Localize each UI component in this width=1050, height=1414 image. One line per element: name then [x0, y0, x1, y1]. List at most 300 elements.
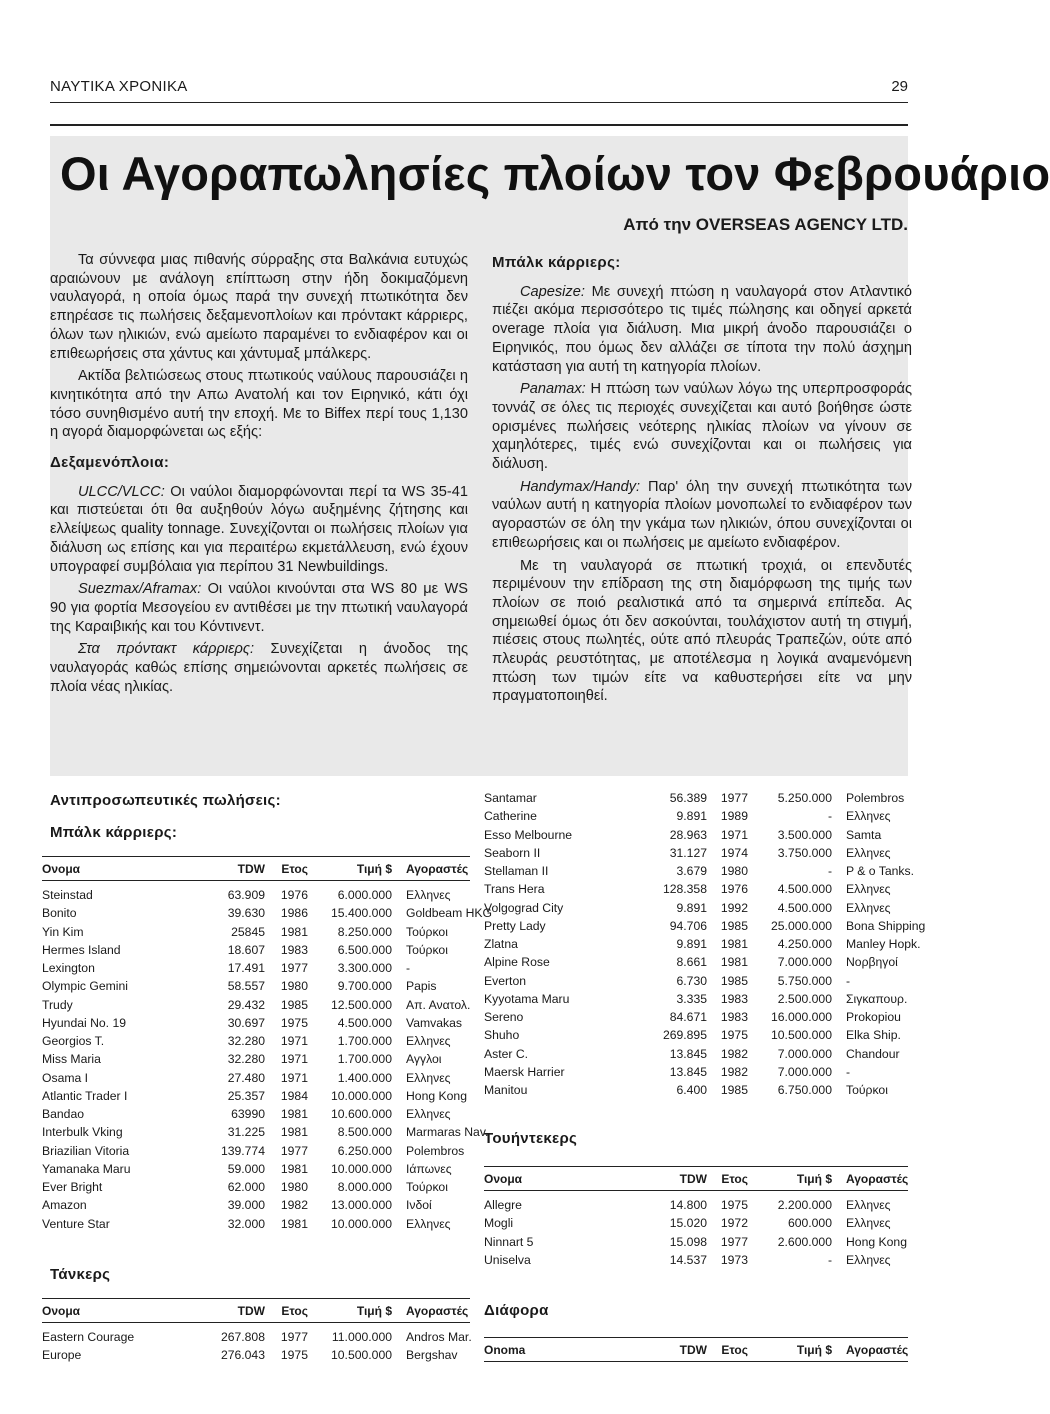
- cell-tdw: 13.845: [669, 1046, 707, 1061]
- cell-price: 8.000.000: [337, 1180, 392, 1195]
- cell-tdw: 139.774: [220, 1143, 265, 1158]
- capesize-label: Capesize:: [520, 283, 585, 300]
- col-year: Ετος: [281, 861, 308, 876]
- cell-year: 1971: [720, 827, 748, 842]
- table-header: [42, 856, 470, 881]
- sales-heading: Αντιπροσωπευτικές πωλήσεις:: [50, 792, 281, 809]
- cell-buyer: Prokopiou: [846, 1010, 901, 1025]
- cell-price: 3.500.000: [777, 827, 832, 842]
- cell-tdw: 3.335: [676, 991, 707, 1006]
- cell-tdw: 15.020: [669, 1216, 707, 1231]
- col-tdw: TDW: [679, 1342, 707, 1357]
- cell-name: Hyundai No. 19: [42, 1015, 127, 1030]
- cell-tdw: 31.225: [227, 1125, 265, 1140]
- table-row: [42, 1328, 470, 1346]
- table-row: [484, 1214, 908, 1232]
- table-row: [42, 1050, 470, 1068]
- cell-name: Venture Star: [42, 1216, 110, 1231]
- cell-name: Manitou: [484, 1083, 528, 1098]
- cell-buyer: Νορβηγοί: [846, 955, 898, 970]
- cell-year: 1982: [280, 1198, 308, 1213]
- cell-price: 6.500.000: [337, 942, 392, 957]
- cell-name: Santamar: [484, 791, 537, 806]
- cell-buyer: Bona Shipping: [846, 918, 926, 933]
- capesize-text: Με συνεχή πτώση η ναυλαγορά στον Ατλαντικό πιέζει ακόμα περισσότερο τις τιμές πώλησης και οδηγεί αρκετά overage πλοία για διάλυση. Μια μικρή άνοδο παρουσιάζει ο Ειρηνικός, που όμως δεν αλλάζει σε τίποτα την πολύ άσχημη κατάσταση για αυτή τη κατηγορία πλοίων.: [492, 283, 913, 375]
- tweendeckers-table: [484, 1166, 908, 1269]
- cell-tdw: 6.730: [676, 973, 707, 988]
- cell-buyer: Polembros: [846, 791, 905, 806]
- cell-price: 4.500.000: [777, 882, 832, 897]
- table-row: [484, 972, 908, 990]
- table-header: [484, 1337, 908, 1362]
- cell-price: 10.000.000: [331, 1216, 392, 1231]
- cell-year: 1984: [280, 1088, 308, 1103]
- cell-tdw: 14.800: [669, 1198, 707, 1213]
- col-price: Τιμή $: [356, 1303, 392, 1318]
- cell-buyer: Ελληνες: [406, 888, 451, 903]
- cell-name: Osama I: [42, 1070, 89, 1085]
- cell-tdw: 32.280: [227, 1052, 265, 1067]
- cell-tdw: 14.537: [669, 1252, 707, 1267]
- cell-buyer: Ιάπωνες: [406, 1161, 452, 1176]
- cell-tdw: 276.043: [220, 1348, 265, 1363]
- cell-year: 1975: [720, 1198, 748, 1213]
- cell-buyer: Papis: [406, 979, 437, 994]
- table-body: [484, 789, 926, 1099]
- cell-name: Zlatna: [484, 937, 518, 952]
- cell-buyer: Ελληνες: [846, 1216, 891, 1231]
- tankers-table-title: Τάνκερς: [50, 1266, 111, 1283]
- table-row: [42, 1069, 470, 1087]
- article-left-column: [50, 251, 468, 696]
- cell-year: 1982: [720, 1064, 748, 1079]
- table-row: [484, 862, 914, 880]
- cell-year: 1981: [720, 937, 748, 952]
- cell-buyer: Ελληνες: [846, 882, 891, 897]
- cell-price: 1.400.000: [337, 1070, 392, 1085]
- paragraph-closing: Με τη ναυλαγορά σε πτωτική τροχιά, οι επενδυτές περιμένουν την επίδραση της στη διαμόρφωση της τιμής των πλοίων σε ποιό ρεαλιστικά από τα σημερινά επίπεδα. Ας σημειωθεί όμως ότι δεν ασκούνται, τουλάχιστον αυτή τη στιγμή, πιέσεις στους πωλητές, ούτε από πλευράς Τραπεζών, ούτε από πλευράς ρευστότητας, με αποτέλεσμα η λογικά αναμενόμενη πτώση των τιμών είτε να καθυστερήσει είτε να μην πραγματοποιηθεί.: [492, 557, 912, 705]
- cell-name: Interbulk Vking: [42, 1125, 123, 1140]
- cell-name: Europe: [42, 1348, 82, 1363]
- cell-name: Bandao: [42, 1107, 85, 1122]
- suezmax-label: Suezmax/Aframax:: [78, 581, 202, 598]
- product-label: Στα πρόντακτ κάρριερς:: [78, 641, 255, 658]
- cell-name: Lexington: [42, 961, 95, 976]
- table-row: [42, 996, 470, 1014]
- cell-buyer: Τούρκοι: [406, 1180, 448, 1195]
- cell-buyer: Hong Kong: [846, 1234, 907, 1249]
- paragraph-suezmax: [50, 580, 468, 636]
- panamax-text: Η πτώση των ναύλων λόγω της υπερπροσφοράς τοννάζ σε όλες τις περιοχές συνεχίζεται και αυτό βοήθησε ώστε ορισμένες πωλήσεις νεότερης ηλικίας πλοίων να γίνουν σε χαμηλότερες, τιμές ενώ συνεχίζονται και οι πωλήσεις για διάλυση.: [492, 381, 912, 473]
- table-row: [42, 1087, 470, 1105]
- cell-tdw: 59.000: [227, 1161, 265, 1176]
- cell-buyer: Polembros: [406, 1143, 465, 1158]
- cell-price: 7.000.000: [777, 1064, 832, 1079]
- cell-name: Mogli: [484, 1216, 514, 1231]
- cell-buyer: Ελληνες: [406, 1107, 451, 1122]
- col-price: Τιμή $: [796, 1171, 832, 1186]
- cell-buyer: Ελληνες: [846, 1198, 891, 1213]
- cell-price: 16.000.000: [771, 1010, 832, 1025]
- cell-buyer: Goldbeam HKG: [406, 906, 493, 921]
- cell-price: 2.600.000: [777, 1234, 832, 1249]
- col-name: Onoma: [484, 1342, 526, 1357]
- cell-price: 10.600.000: [331, 1107, 392, 1122]
- cell-price: 12.500.000: [331, 997, 392, 1012]
- cell-price: 6.000.000: [337, 888, 392, 903]
- cell-name: Atlantic Trader I: [42, 1088, 128, 1103]
- cell-tdw: 29.432: [227, 997, 265, 1012]
- cell-name: Aster C.: [484, 1046, 529, 1061]
- cell-year: 1977: [280, 1330, 308, 1345]
- cell-price: 5.250.000: [777, 791, 832, 806]
- cell-tdw: 18.607: [227, 942, 265, 957]
- cell-year: 1981: [280, 1107, 308, 1122]
- cell-tdw: 15.098: [669, 1234, 707, 1249]
- cell-name: Alpine Rose: [484, 955, 550, 970]
- cell-year: 1985: [720, 973, 748, 988]
- cell-year: 1983: [720, 991, 748, 1006]
- cell-name: Eastern Courage: [42, 1330, 135, 1345]
- cell-year: 1973: [720, 1252, 748, 1267]
- cell-price: 2.500.000: [777, 991, 832, 1006]
- cell-year: 1980: [280, 979, 308, 994]
- table-row: [42, 1032, 470, 1050]
- col-year: Ετος: [721, 1342, 748, 1357]
- table-row: [42, 1014, 470, 1032]
- cell-year: 1981: [280, 1216, 308, 1231]
- cell-price: -: [827, 864, 832, 879]
- cell-buyer: Τούρκοι: [406, 942, 448, 957]
- table-row: [42, 959, 470, 977]
- cell-price: 10.000.000: [331, 1161, 392, 1176]
- cell-name: Trans Hera: [484, 882, 545, 897]
- cell-name: Trudy: [42, 997, 73, 1012]
- cell-buyer: -: [846, 973, 851, 988]
- cell-name: Georgios T.: [42, 1034, 105, 1049]
- table-row: [484, 1045, 908, 1063]
- cell-year: 1980: [720, 864, 748, 879]
- cell-name: Pretty Lady: [484, 918, 546, 933]
- cell-buyer: Απ. Ανατολ.: [406, 997, 471, 1012]
- paragraph-intro-2: Ακτίδα βελτιώσεως στους πτωτικούς ναύλους παρουσιάζει η κινητικότητα από την Απω Ανατολή και τον Ειρηνικό, κάτι όχι τόσο συνηθισμένο αυτή την εποχή. Με το Biffex περί τους 1,130 η αγορά διαμορφώνεται ως εξής:: [50, 368, 468, 441]
- cell-price: 1.700.000: [337, 1052, 392, 1067]
- table-row: [42, 886, 470, 904]
- cell-tdw: 56.389: [669, 791, 707, 806]
- cell-name: Ninnart 5: [484, 1234, 534, 1249]
- cell-price: 4.500.000: [337, 1015, 392, 1030]
- cell-year: 1981: [720, 955, 748, 970]
- cell-name: Catherine: [484, 809, 537, 824]
- cell-year: 1975: [280, 1015, 308, 1030]
- cell-tdw: 9.891: [676, 900, 707, 915]
- col-year: Ετος: [721, 1171, 748, 1186]
- table-body: [42, 886, 493, 1233]
- cell-buyer: Ελληνες: [406, 1070, 451, 1085]
- cell-name: Allegre: [484, 1198, 522, 1213]
- article-title: Οι Αγοραπωλησίες πλοίων τον Φεβρουάριο: [60, 147, 1050, 200]
- misc-table: [484, 1337, 908, 1362]
- cell-name: Miss Maria: [42, 1052, 101, 1067]
- article-right-column: [492, 251, 912, 706]
- cell-name: Hermes Island: [42, 942, 121, 957]
- cell-name: Sereno: [484, 1010, 524, 1025]
- cell-year: 1985: [720, 918, 748, 933]
- misc-table-title: Διάφορα: [484, 1302, 549, 1319]
- cell-tdw: 269.895: [662, 1028, 707, 1043]
- table-row: [42, 1215, 470, 1233]
- table-row: [484, 1081, 908, 1099]
- cell-year: 1976: [280, 888, 308, 903]
- cell-year: 1977: [280, 1143, 308, 1158]
- cell-year: 1975: [280, 1348, 308, 1363]
- cell-name: Olympic Gemini: [42, 979, 129, 994]
- cell-name: Stellaman II: [484, 864, 549, 879]
- cell-year: 1985: [280, 997, 308, 1012]
- table-row: [484, 953, 908, 971]
- cell-price: 7.000.000: [777, 955, 832, 970]
- cell-year: 1975: [720, 1028, 748, 1043]
- cell-tdw: 6.400: [676, 1083, 707, 1098]
- cell-price: -: [827, 809, 832, 824]
- cell-price: 1.700.000: [337, 1034, 392, 1049]
- cell-buyer: Σιγκαπουρ.: [846, 991, 908, 1006]
- table-header: [42, 1298, 470, 1323]
- table-row: [484, 1026, 908, 1044]
- cell-name: Amazon: [42, 1198, 87, 1213]
- cell-buyer: Samta: [846, 827, 882, 842]
- cell-buyer: Vamvakas: [406, 1015, 462, 1030]
- cell-name: Bonito: [42, 906, 77, 921]
- cell-name: Volgograd City: [484, 900, 564, 915]
- suezmax-text: Οι ναύλοι κινούνται στα WS 80 με WS 90 για φορτία Μεσογείου εν αντιθέσει με την πτωτική ναυλαγορά της Καραιβικής και του Κόντινεντ.: [50, 581, 468, 635]
- cell-buyer: Ελληνες: [846, 900, 891, 915]
- product-text: Συνεχίζεται η άνοδος της ναυλαγοράς καθώς επίσης σημειώνονται αρκετές πωλήσεις σε πλοία νέας ηλικίας.: [50, 641, 468, 695]
- cell-tdw: 39.000: [227, 1198, 265, 1213]
- cell-buyer: Marmaras Nav.: [406, 1125, 489, 1140]
- col-tdw: TDW: [237, 1303, 265, 1318]
- col-tdw: TDW: [237, 861, 265, 876]
- cell-tdw: 17.491: [227, 961, 265, 976]
- cell-buyer: Manley Hopk.: [846, 937, 921, 952]
- cell-year: 1971: [280, 1052, 308, 1067]
- cell-tdw: 25845: [231, 924, 265, 939]
- article-byline: Από την OVERSEAS AGENCY LTD.: [623, 215, 908, 234]
- table-row: [484, 1196, 908, 1214]
- bulk-carriers-table: [42, 856, 493, 1233]
- cell-buyer: Ινδοί: [406, 1198, 432, 1213]
- cell-year: 1976: [720, 882, 748, 897]
- table-row: [484, 807, 908, 825]
- bulk-heading: Μπάλκ κάρριερς:: [492, 254, 621, 271]
- cell-name: Seaborn II: [484, 845, 541, 860]
- cell-buyer: Elka Ship.: [846, 1028, 901, 1043]
- tweendeck-table-title: Τουήντεκερς: [484, 1130, 578, 1147]
- publication-name: ΝΑΥΤΙΚΑ ΧΡΟΝΙΚΑ: [50, 78, 188, 95]
- cell-price: 2.200.000: [777, 1198, 832, 1213]
- table-body: [42, 1328, 470, 1365]
- col-year: Ετος: [281, 1303, 308, 1318]
- cell-year: 1982: [720, 1046, 748, 1061]
- col-name: Ονομα: [42, 1303, 81, 1318]
- table-row: [42, 904, 493, 922]
- table-row: [484, 1063, 908, 1081]
- table-row: [42, 1142, 470, 1160]
- cell-name: Uniselva: [484, 1252, 531, 1267]
- cell-year: 1985: [720, 1083, 748, 1098]
- cell-tdw: 27.480: [227, 1070, 265, 1085]
- table-row: [484, 990, 908, 1008]
- cell-buyer: Ελληνες: [846, 809, 891, 824]
- cell-tdw: 31.127: [669, 845, 707, 860]
- table-row: [484, 1008, 908, 1026]
- col-name: Ονομα: [42, 861, 81, 876]
- cell-year: 1981: [280, 1161, 308, 1176]
- panamax-label: Panamax:: [520, 381, 586, 398]
- cell-year: 1986: [280, 906, 308, 921]
- paragraph-handy: [492, 478, 912, 553]
- col-buyer: Αγοραστές: [846, 1171, 909, 1186]
- table-row: [42, 1178, 470, 1196]
- cell-tdw: 32.280: [227, 1034, 265, 1049]
- cell-name: Yin Kim: [42, 924, 84, 939]
- paragraph-panamax: [492, 380, 912, 474]
- handy-text: Παρ' όλη την συνεχή πτωτικότητα των ναύλων αυτή η κατηγορία πλοίων μονοπωλεί το ενδιαφέρον των αγοραστών σε όλη την γκάμα των ηλικιών, όπου συνεχίζονται οι επιθεωρήσεις και οι πωλήσεις με αμείωτο ενδιαφέρον.: [492, 478, 912, 551]
- cell-name: Briazilian Vitoria: [42, 1143, 130, 1158]
- col-name: Ονομα: [484, 1171, 523, 1186]
- cell-name: Esso Melbourne: [484, 827, 573, 842]
- cell-price: 6.250.000: [337, 1143, 392, 1158]
- table-row: [42, 977, 470, 995]
- cell-price: 8.500.000: [337, 1125, 392, 1140]
- cell-price: 3.750.000: [777, 845, 832, 860]
- cell-tdw: 267.808: [220, 1330, 265, 1345]
- table-row: [484, 1251, 908, 1269]
- table-row: [484, 1233, 908, 1251]
- table-row: [484, 789, 908, 807]
- cell-year: 1989: [720, 809, 748, 824]
- table-row: [42, 1105, 470, 1123]
- cell-year: 1977: [280, 961, 308, 976]
- paragraph-intro-1: Τα σύννεφα μιας πιθανής σύρραξης στα Βαλκάνια ευτυχώς αραιώνουν με ανάλογη επίπτωση στην ήδη δοκιμαζόμενη ναυλαγορά, η οποία όμως παρά την συνεχή πτωτικότητα δεν επηρέασε τις πωλήσεις δεξαμενοπλοίων και πρόντακτ κάρριερς, όλων των ηλικιών, ενώ αμείωτο παραμένει το ενδιαφέρον και οι επιθεωρήσεις στα χάντυς και χάντυμαξ μπάλκερς.: [50, 252, 468, 362]
- page-number: 29: [891, 78, 908, 95]
- cell-price: 7.000.000: [777, 1046, 832, 1061]
- cell-buyer: Ελληνες: [846, 845, 891, 860]
- paragraph-capesize: [492, 283, 912, 377]
- table-row: [42, 1346, 470, 1364]
- cell-tdw: 13.845: [669, 1064, 707, 1079]
- cell-tdw: 128.358: [662, 882, 707, 897]
- paragraph-ulcc: [50, 483, 468, 577]
- col-buyer: Αγοραστές: [406, 1303, 469, 1318]
- cell-price: 13.000.000: [331, 1198, 392, 1213]
- cell-year: 1971: [280, 1034, 308, 1049]
- cell-name: Maersk Harrier: [484, 1064, 565, 1079]
- cell-buyer: Ελληνες: [406, 1034, 451, 1049]
- cell-price: 4.500.000: [777, 900, 832, 915]
- cell-price: 10.500.000: [331, 1348, 392, 1363]
- cell-tdw: 9.891: [676, 809, 707, 824]
- cell-buyer: Chandour: [846, 1046, 900, 1061]
- cell-buyer: Τούρκοι: [846, 1083, 888, 1098]
- cell-tdw: 39.630: [227, 906, 265, 921]
- cell-price: 10.000.000: [331, 1088, 392, 1103]
- cell-tdw: 84.671: [669, 1010, 707, 1025]
- cell-buyer: Hong Kong: [406, 1088, 467, 1103]
- title-rule: [50, 124, 908, 126]
- ulcc-text: Οι ναύλοι διαμορφώνονται περί τα WS 35-41 και πιστεύεται ότι θα αυξηθούν λόγω αυξημένης ζήτησης και ελλείψεως quality tonnage. Συνεχίζονται οι πωλήσεις πλοίων για διάλυση ως επίσης και για περαιτέρω εκμετάλλευση, ενώ έχουν υπογραφεί συμβόλαια για περίπου 31 Newbuildings.: [50, 483, 469, 575]
- cell-tdw: 25.357: [227, 1088, 265, 1103]
- col-price: Τιμή $: [796, 1342, 832, 1357]
- cell-year: 1983: [720, 1010, 748, 1025]
- cell-tdw: 63.909: [227, 888, 265, 903]
- cell-tdw: 28.963: [669, 827, 707, 842]
- tankers-table: [42, 1298, 470, 1365]
- col-buyer: Αγοραστές: [846, 1342, 909, 1357]
- cell-tdw: 8.661: [676, 955, 707, 970]
- table-body: [484, 1196, 908, 1269]
- cell-tdw: 30.697: [227, 1015, 265, 1030]
- cell-year: 1983: [280, 942, 308, 957]
- cell-year: 1977: [720, 1234, 748, 1249]
- cell-year: 1974: [720, 845, 748, 860]
- cell-tdw: 94.706: [669, 918, 707, 933]
- cell-year: 1980: [280, 1180, 308, 1195]
- cell-tdw: 32.000: [227, 1216, 265, 1231]
- cell-price: 600.000: [787, 1216, 832, 1231]
- cell-name: Shuho: [484, 1028, 520, 1043]
- cell-buyer: Αγγλοι: [406, 1052, 442, 1067]
- cell-price: 8.250.000: [337, 924, 392, 939]
- cell-price: 4.250.000: [777, 937, 832, 952]
- cell-name: Steinstad: [42, 888, 93, 903]
- cell-buyer: P & o Tanks.: [846, 864, 914, 879]
- cell-price: 25.000.000: [771, 918, 832, 933]
- cell-buyer: -: [406, 961, 411, 976]
- cell-year: 1971: [280, 1070, 308, 1085]
- cell-tdw: 63990: [231, 1107, 265, 1122]
- cell-name: Kyyotama Maru: [484, 991, 570, 1006]
- cell-price: -: [827, 1252, 832, 1267]
- cell-name: Everton: [484, 973, 527, 988]
- cell-price: 5.750.000: [777, 973, 832, 988]
- cell-tdw: 62.000: [227, 1180, 265, 1195]
- table-row: [42, 923, 470, 941]
- cell-buyer: Andros Mar.: [406, 1330, 472, 1345]
- col-price: Τιμή $: [356, 861, 392, 876]
- cell-price: 11.000.000: [331, 1330, 392, 1345]
- cell-price: 6.750.000: [777, 1083, 832, 1098]
- cell-year: 1992: [720, 900, 748, 915]
- cell-price: 3.300.000: [337, 961, 392, 976]
- bulk-table-title: Μπάλκ κάρριερς:: [50, 824, 178, 841]
- cell-buyer: -: [846, 1064, 851, 1079]
- table-row: [42, 1160, 470, 1178]
- cell-name: Ever Bright: [42, 1180, 103, 1195]
- cell-year: 1972: [720, 1216, 748, 1231]
- table-row: [484, 899, 908, 917]
- cell-buyer: Τούρκοι: [406, 924, 448, 939]
- cell-year: 1981: [280, 1125, 308, 1140]
- table-row: [484, 917, 926, 935]
- table-row: [484, 844, 908, 862]
- cell-price: 10.500.000: [771, 1028, 832, 1043]
- cell-price: 15.400.000: [331, 906, 392, 921]
- table-row: [484, 826, 908, 844]
- cell-year: 1981: [280, 924, 308, 939]
- table-row: [42, 1196, 470, 1214]
- table-row: [484, 880, 908, 898]
